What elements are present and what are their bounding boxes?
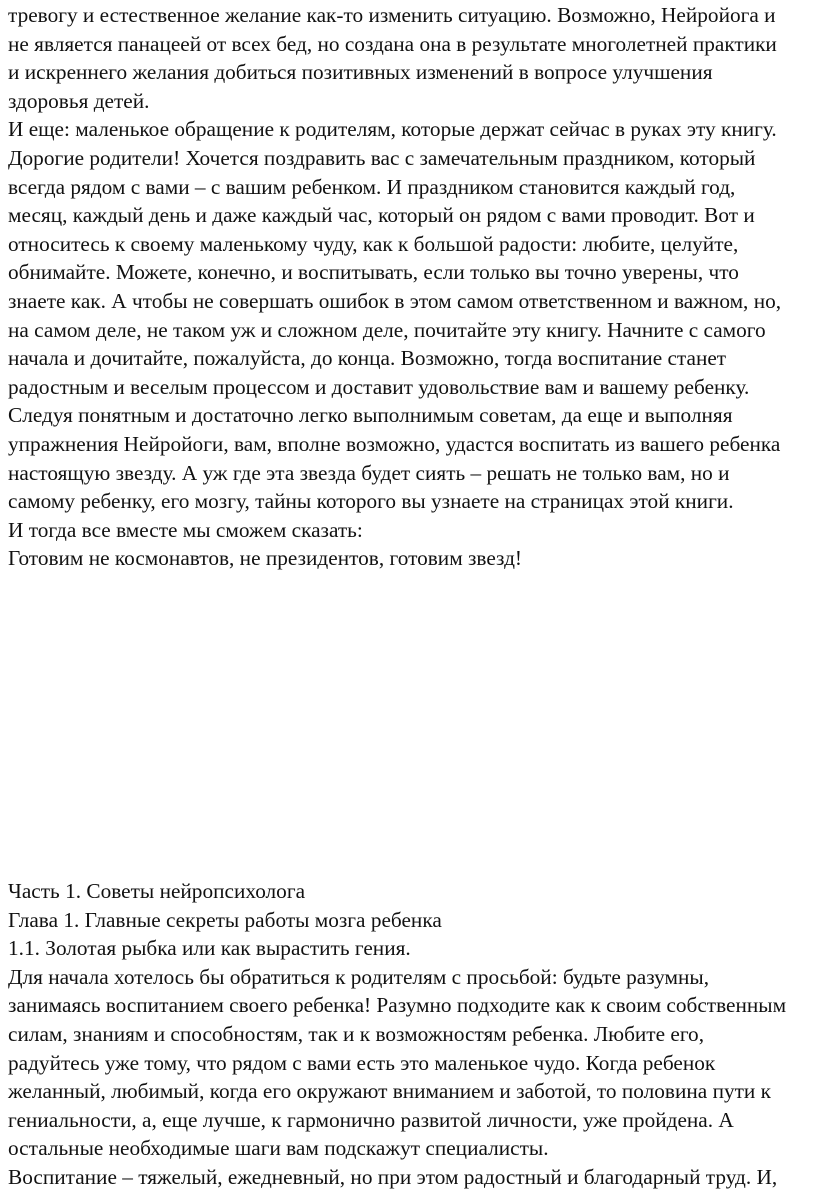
intro-text-block (8, 1, 816, 573)
text-line: желанный, любимый, когда его окружают вниманием и заботой, то половина пути к (8, 1079, 771, 1104)
part-heading: Часть 1. Советы нейропсихолога (8, 879, 306, 903)
text-line: остальные необходимые шаги вам подскажут специалисты. (8, 1136, 549, 1161)
chapter-text-block (8, 877, 816, 1192)
text-line: начала и дочитайте, пожалуйста, до конца. Возможно, тогда воспитание станет (8, 346, 727, 371)
slogan-line: Готовим не космонавтов, не президентов, готовим звезд! (8, 546, 523, 571)
text-line: радостным и веселым процессом и доставит удовольствие вам и вашему ребенку. (8, 374, 750, 399)
text-line: настоящую звезду. А уж где эта звезда будет сиять – решать не только вам, но и (8, 460, 730, 485)
section-heading: 1.1. Золотая рыбка или как вырастить гения. (8, 936, 411, 961)
text-line: на самом деле, не таком уж и сложном деле, почитайте эту книгу. Начните с самого (8, 317, 766, 342)
text-line: упражнения Нейройоги, вам, вполне возможно, удастся воспитать из вашего ребенка (8, 431, 781, 456)
text-line: всегда рядом с вами – с вашим ребенком. И праздником становится каждый год, (8, 174, 736, 199)
text-line: Следуя понятным и достаточно легко выполнимым советам, да еще и выполняя (8, 403, 733, 428)
text-line: обнимайте. Можете, конечно, и воспитывать, если только вы точно уверены, что (8, 260, 739, 285)
text-line: Воспитание – тяжелый, ежедневный, но при этом радостный и благодарный труд. И, (8, 1164, 778, 1189)
text-line: Для начала хотелось бы обратиться к родителям с просьбой: будьте разумны, (8, 964, 710, 989)
text-line: силам, знаниям и способностям, так и к возможностям ребенка. Любите его, (8, 1021, 705, 1046)
text-line: Дорогие родители! Хочется поздравить вас с замечательным праздником, который (8, 145, 756, 170)
text-line: занимаясь воспитанием своего ребенка! Разумно подходите как к своим собственным (8, 993, 787, 1018)
text-line: относитесь к своему маленькому чуду, как к большой радости: любите, целуйте, (8, 231, 739, 256)
chapter-heading: Глава 1. Главные секреты работы мозга ребенка (8, 907, 442, 932)
text-line: гениальности, а, еще лучше, к гармонично развитой личности, уже пройдена. А (8, 1107, 734, 1132)
text-line: И еще: маленькое обращение к родителям, которые держат сейчас в руках эту книгу. (8, 117, 777, 142)
text-line: месяц, каждый день и даже каждый час, который он рядом с вами проводит. Вот и (8, 203, 755, 228)
text-line: тревогу и естественное желание как-то изменить ситуацию. Возможно, Нейройога и (8, 3, 776, 27)
text-line: самому ребенку, его мозгу, тайны которого вы узнаете на страницах этой книги. (8, 489, 734, 514)
text-line: радуйтесь уже тому, что рядом с вами есть это маленькое чудо. Когда ребенок (8, 1050, 716, 1075)
text-line: И тогда все вместе мы сможем сказать: (8, 517, 363, 542)
text-line: знаете как. А чтобы не совершать ошибок в этом самом ответственном и важном, но, (8, 288, 782, 313)
text-line: здоровья детей. (8, 88, 150, 113)
text-line: и искреннего желания добиться позитивных изменений в вопросе улучшения (8, 60, 713, 85)
text-line: не является панацеей от всех бед, но создана она в результате многолетней практики (8, 31, 777, 56)
